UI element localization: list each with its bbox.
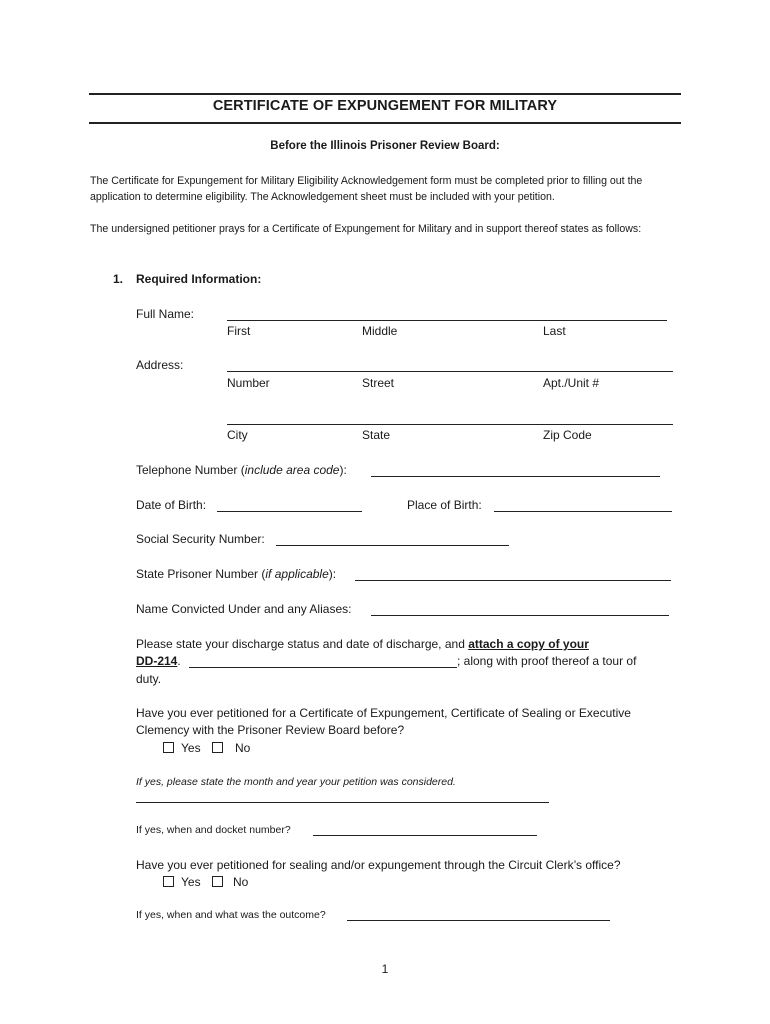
address-number-caption: Number [227,376,270,390]
bottom-rule [89,122,681,124]
if-yes-month-year-field[interactable] [136,802,549,803]
petition-q1-no-label: No [235,741,251,755]
discharge-text-after: ; along with proof thereof a tour of [457,654,637,668]
address-street-field[interactable] [227,371,673,372]
full-name-label: Full Name: [136,307,195,321]
top-rule [89,93,681,95]
address-city-field[interactable] [227,424,673,425]
section-heading: Required Information: [136,272,262,286]
address-zip-caption: Zip Code [543,428,592,442]
petition-q2-no-checkbox[interactable] [212,876,223,887]
petition-q1-no-checkbox[interactable] [212,742,223,753]
state-prisoner-number-field[interactable] [355,580,671,581]
petition-question-1-line-1: Have you ever petitioned for a Certificate of Expungement, Certificate of Sealing or Executive [136,706,631,720]
discharge-field[interactable] [189,667,457,668]
petition-question-2: Have you ever petitioned for sealing and/or expungement through the Circuit Clerk’s office? [136,858,621,872]
address-state-caption: State [362,428,391,442]
petition-q2-yes-checkbox[interactable] [163,876,174,887]
intro-paragraph-1: The Certificate for Expungement for Military Eligibility Acknowledgement form must be completed prior to filling out the application to determine eligibility. The Acknowledgement sheet must be included with your petition. [90,175,643,203]
address-label: Address: [136,358,184,372]
place-of-birth-label: Place of Birth: [407,498,482,512]
discharge-text-duty: duty. [136,672,162,686]
first-name-caption: First [227,324,251,338]
if-yes-docket-field[interactable] [313,835,537,836]
state-prisoner-number-label: State Prisoner Number (if applicable): [136,567,337,581]
petition-q1-yes-checkbox[interactable] [163,742,174,753]
address-city-caption: City [227,428,248,442]
address-apt-caption: Apt./Unit # [543,376,600,390]
aliases-field[interactable] [371,615,669,616]
page-title: CERTIFICATE OF EXPUNGEMENT FOR MILITARY [212,98,558,114]
if-yes-docket-label: If yes, when and docket number? [136,824,291,836]
ssn-field[interactable] [276,545,509,546]
subtitle: Before the Illinois Prisoner Review Board: [270,140,500,152]
full-name-field[interactable] [227,320,667,321]
address-street-caption: Street [362,376,395,390]
middle-name-caption: Middle [362,324,398,338]
if-yes-outcome-label: If yes, when and what was the outcome? [136,909,326,921]
discharge-text-line-1: Please state your discharge status and date of discharge, and attach a copy of your [136,637,589,651]
petition-q2-yes-label: Yes [181,875,201,889]
aliases-label: Name Convicted Under and any Aliases: [136,602,352,616]
petition-q2-no-label: No [233,875,249,889]
date-of-birth-field[interactable] [217,511,362,512]
telephone-label: Telephone Number (include area code): [136,463,347,477]
if-yes-month-year-text: If yes, please state the month and year your petition was considered. [136,776,456,788]
page-number: 1 [381,962,389,976]
ssn-label: Social Security Number: [136,532,265,546]
last-name-caption: Last [543,324,566,338]
discharge-text-line-2: DD-214. [136,654,181,668]
telephone-field[interactable] [371,476,660,477]
intro-paragraph-2: The undersigned petitioner prays for a Certificate of Expungement for Military and in support thereof states as follows: [90,223,642,235]
section-number: 1. [113,272,124,286]
petition-q1-yes-label: Yes [181,741,201,755]
petition-question-1-line-2: Clemency with the Prisoner Review Board before? [136,723,405,737]
date-of-birth-label: Date of Birth: [136,498,207,512]
place-of-birth-field[interactable] [494,511,672,512]
if-yes-outcome-field[interactable] [347,920,610,921]
